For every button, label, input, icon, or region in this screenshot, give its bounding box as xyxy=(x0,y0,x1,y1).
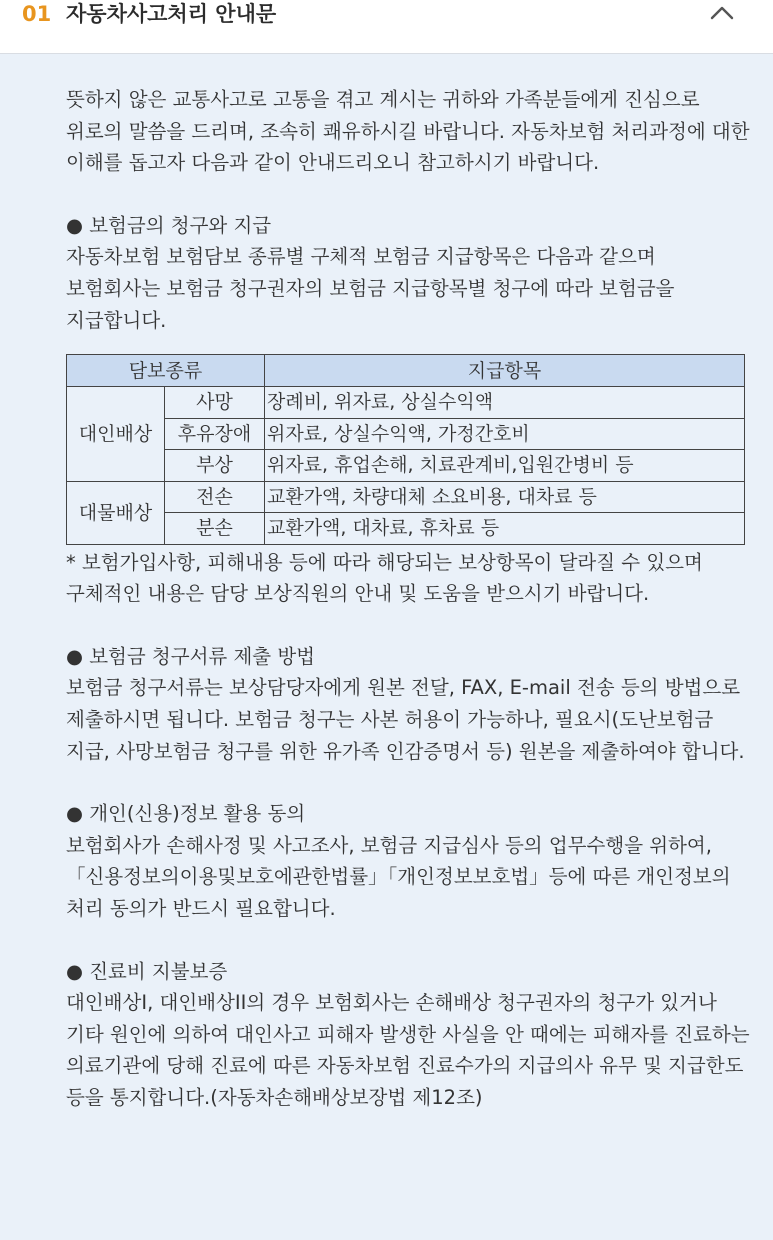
payment-items: 교환가액, 차량대체 소요비용, 대차료 등 xyxy=(265,481,745,513)
table-note: * 보험가입사항, 피해내용 등에 따라 해당되는 보상항목이 달라질 수 있으며 구체적인 내용은 담당 보상직원의 안내 및 도움을 받으시기 바랍니다. xyxy=(66,550,703,606)
chevron-up-icon[interactable] xyxy=(704,0,740,28)
payment-items: 장례비, 위자료, 상실수익액 xyxy=(265,387,745,419)
table-row xyxy=(67,418,745,450)
payment-items: 교환가액, 대차료, 휴차료 등 xyxy=(265,513,745,545)
payment-items: 위자료, 상실수익액, 가정간호비 xyxy=(265,418,745,450)
coverage-sub: 사망 xyxy=(165,387,265,419)
section-number: 01 xyxy=(22,2,52,26)
notice-body xyxy=(66,84,752,1114)
intro-text: 뜻하지 않은 교통사고로 고통을 겪고 계시는 귀하와 가족분들에게 진심으로 위로의 말씀을 드리며, 조속히 쾌유하시길 바랍니다. 자동차보험 처리과정에 대한 이해를 돕고자 다음과 같이 안내드리오니 참고하시기 바랍니다. xyxy=(66,88,750,175)
section-text: 보험금 청구서류는 보상담당자에게 원본 전달, FAX, E-mail 전송 등의 방법으로 제출하시면 됩니다. 보험금 청구는 사본 허용이 가능하나, 필요시(도난보험금 지급, 사망보험금 청구를 위한 유가족 인감증명서 등) 원본을 제출하여야 합니다. xyxy=(66,676,745,763)
section-text: 자동차보험 보험담보 종류별 구체적 보험금 지급항목은 다음과 같으며 보험회사는 보험금 청구권자의 보험금 지급항목별 청구에 따라 보험금을 지급합니다. xyxy=(66,245,675,332)
coverage-sub: 후유장애 xyxy=(165,418,265,450)
coverage-sub: 분손 xyxy=(165,513,265,545)
table-header-coverage: 담보종류 xyxy=(67,355,265,387)
payment-items: 위자료, 휴업손해, 치료관계비,입원간병비 등 xyxy=(265,450,745,482)
coverage-sub: 전손 xyxy=(165,481,265,513)
coverage-sub: 부상 xyxy=(165,450,265,482)
section-heading: ● 보험금의 청구와 지급 xyxy=(66,213,272,237)
coverage-group: 대인배상 xyxy=(67,387,165,482)
table-row xyxy=(67,481,745,513)
table-header-items: 지급항목 xyxy=(265,355,745,387)
table-row xyxy=(67,387,745,419)
table-row xyxy=(67,450,745,482)
section-heading: ● 개인(신용)정보 활용 동의 xyxy=(66,802,306,826)
coverage-group: 대물배상 xyxy=(67,481,165,544)
section-title: 자동차사고처리 안내문 xyxy=(66,2,277,26)
section-text: 보험회사가 손해사정 및 사고조사, 보험금 지급심사 등의 업무수행을 위하여,「신용정보의이용및보호에관한법률」「개인정보보호법」등에 따른 개인정보의 처리 동의가 반드시 필요합니다. xyxy=(66,833,731,920)
section-heading: ● 보험금 청구서류 제출 방법 xyxy=(66,644,316,668)
section-heading: ● 진료비 지불보증 xyxy=(66,959,228,983)
section-text: 대인배상I, 대인배상II의 경우 보험회사는 손해배상 청구권자의 청구가 있거나 기타 원인에 의하여 대인사고 피해자 발생한 사실을 안 때에는 피해자를 진료하는 의료기관에 당해 진료에 따른 자동차보험 진료수가의 지급의사 유무 및 지급한도 등을 통지합니다.(자동차손해배상보장법 제12조) xyxy=(66,991,750,1109)
accordion-header[interactable] xyxy=(0,0,773,54)
coverage-table xyxy=(66,354,745,545)
table-row xyxy=(67,513,745,545)
